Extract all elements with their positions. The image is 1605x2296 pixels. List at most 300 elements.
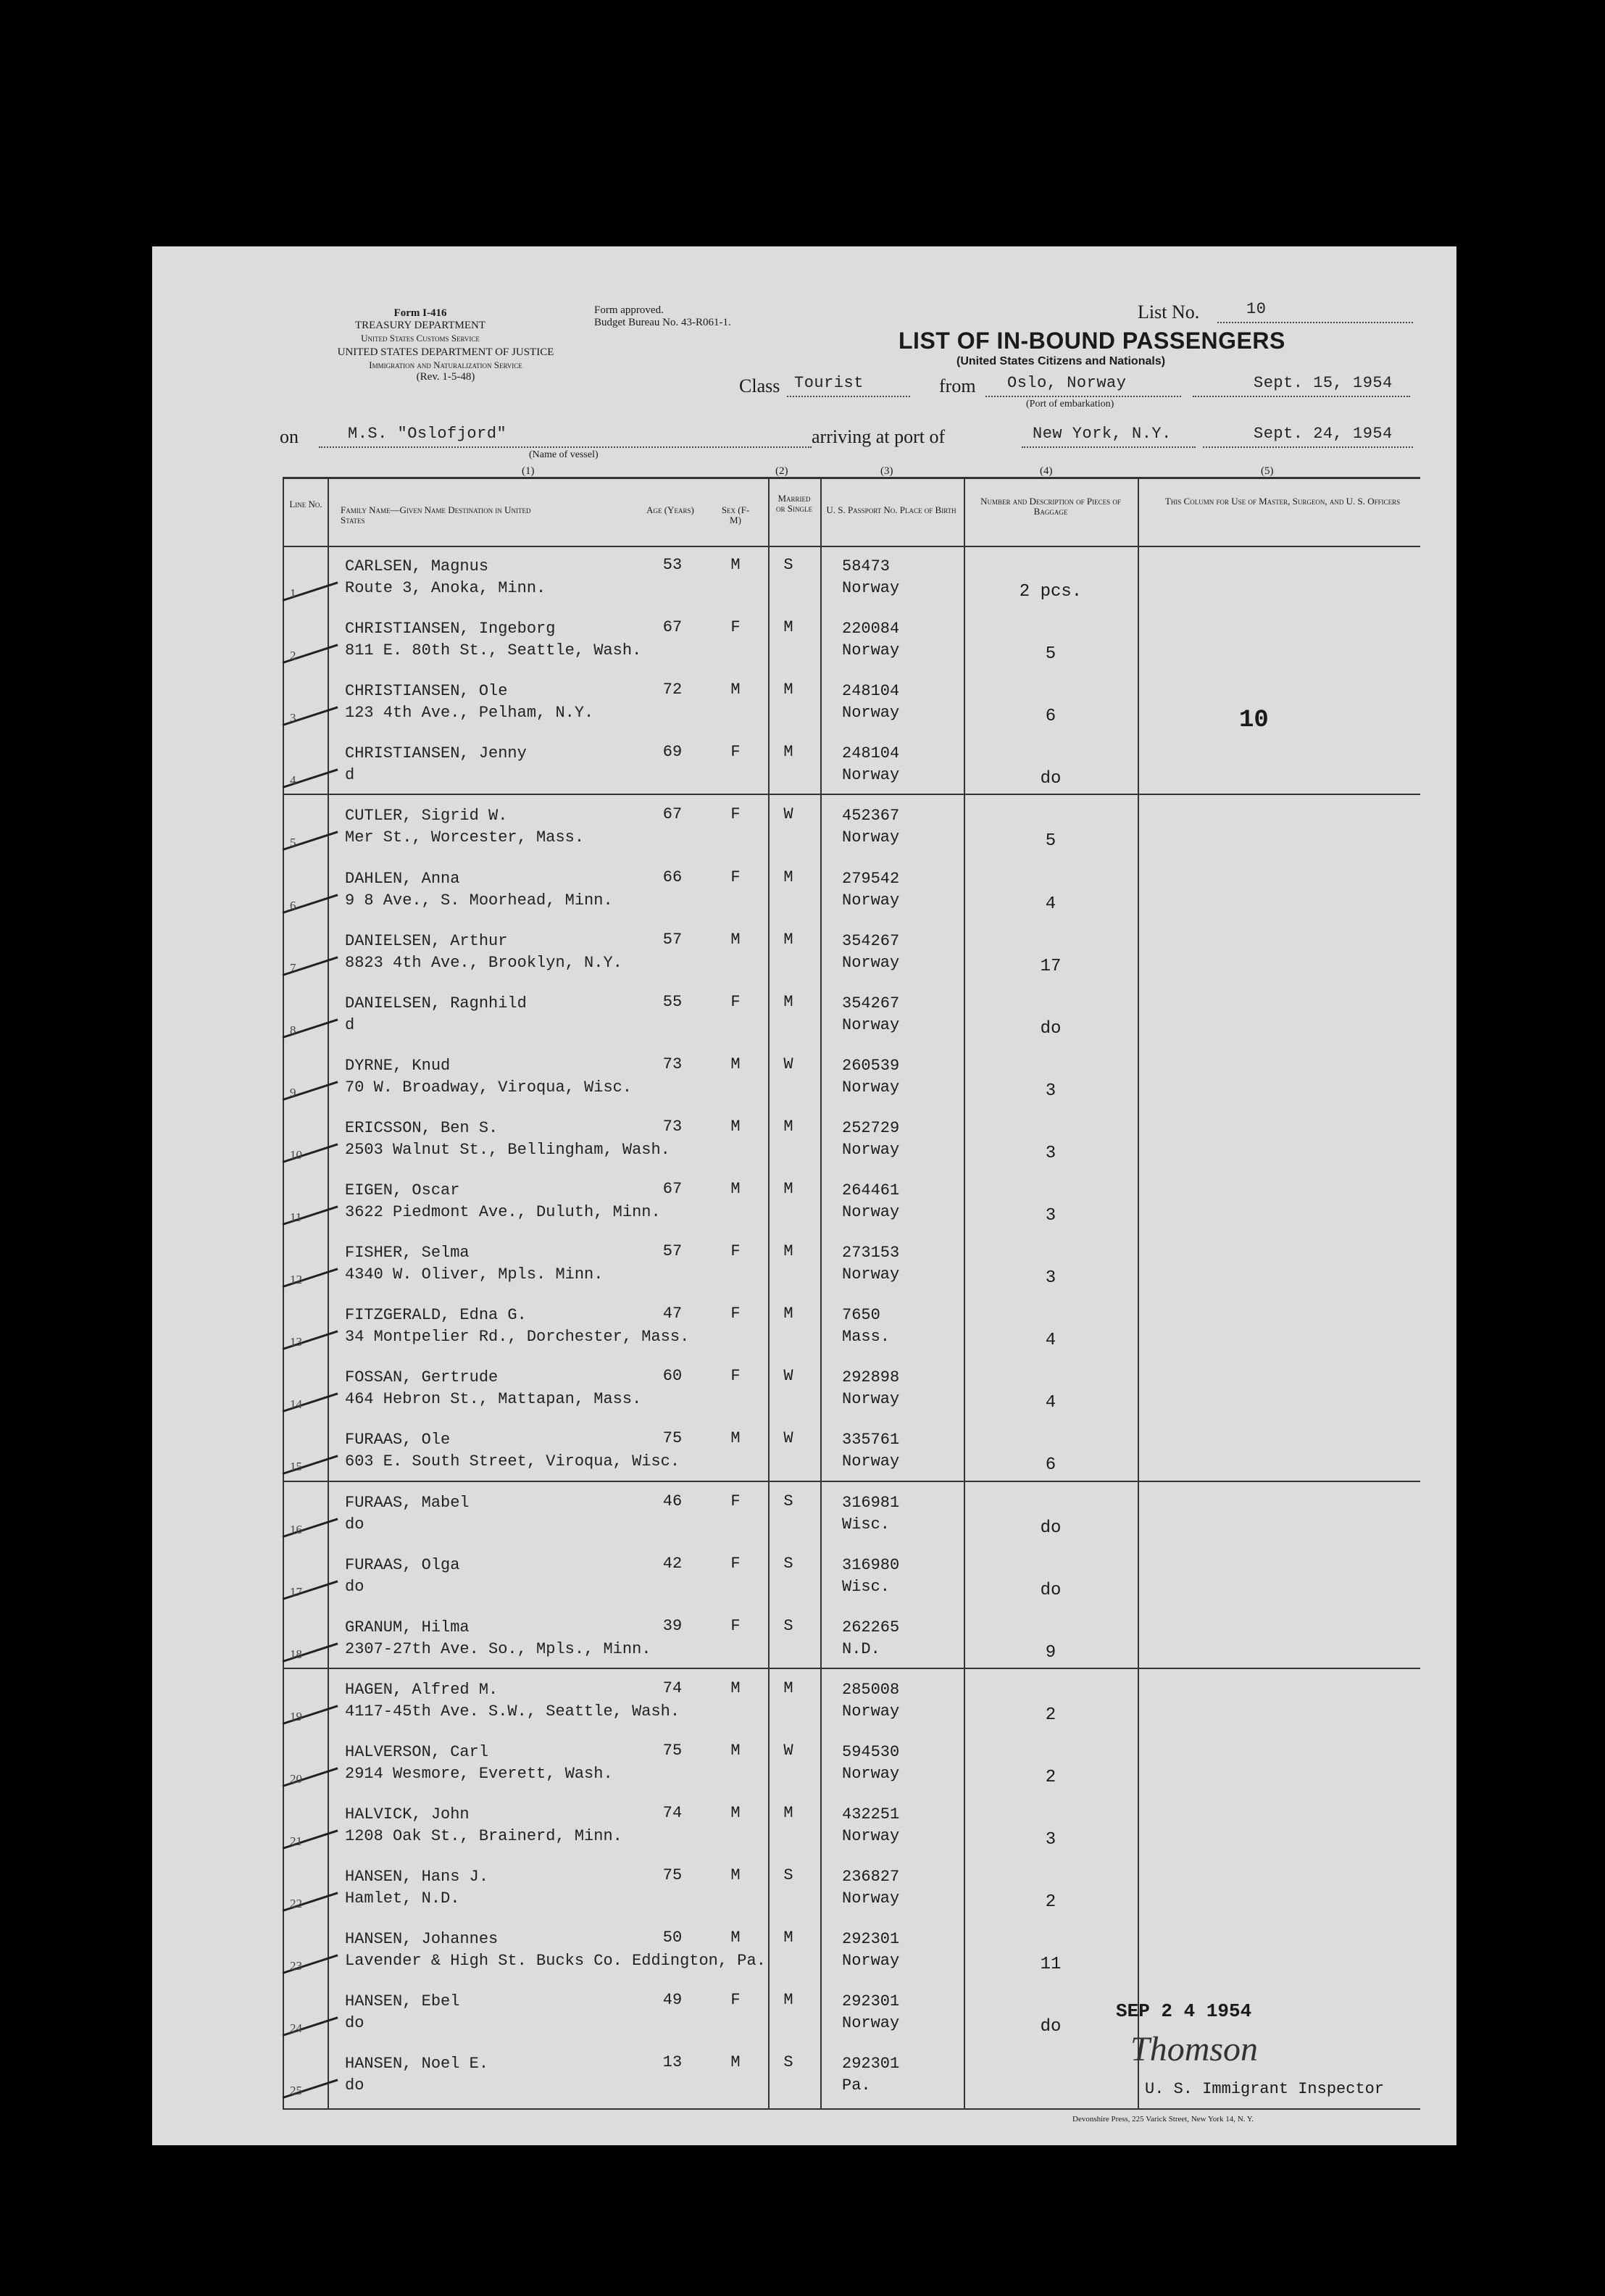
baggage-pieces: do — [1040, 769, 1062, 789]
passenger-marital: W — [783, 805, 793, 824]
table-row — [283, 798, 1420, 860]
baggage-pieces: do — [1040, 2017, 1062, 2037]
passenger-age: 60 — [662, 1367, 683, 1386]
passport-number: 248104 — [842, 744, 900, 763]
col-header-officers: This Column for Use of Master, Surgeon, and U. S. Officers — [1164, 496, 1401, 507]
col-header-married: Married or Single — [776, 493, 812, 514]
table-row — [283, 1235, 1420, 1297]
row-line-number: 15 — [290, 1460, 302, 1474]
justice-dept: UNITED STATES DEPARTMENT OF JUSTICE — [337, 346, 554, 358]
table-row — [283, 1297, 1420, 1360]
row-passport-birth — [820, 1492, 987, 1536]
passenger-marital: M — [783, 618, 793, 637]
depart-date-line — [1193, 396, 1410, 397]
row-passport-birth — [820, 1242, 987, 1286]
passenger-name: DANIELSEN, Arthur — [345, 931, 508, 950]
place-of-birth: Norway — [842, 1203, 900, 1221]
place-of-birth: Norway — [842, 953, 900, 972]
passenger-destination: 3622 Piedmont Ave., Duluth, Minn. — [345, 1203, 661, 1221]
passport-number: 316980 — [842, 1555, 900, 1574]
passenger-sex: F — [730, 618, 741, 637]
from-line — [985, 396, 1181, 397]
passenger-destination: 34 Montpelier Rd., Dorchester, Mass. — [345, 1328, 690, 1347]
place-of-birth: Norway — [842, 891, 900, 910]
row-line-number: 12 — [290, 1273, 302, 1287]
passenger-age: 39 — [662, 1616, 683, 1635]
table-row — [283, 611, 1420, 673]
passenger-marital: S — [783, 2053, 793, 2072]
place-of-birth: Norway — [842, 579, 900, 597]
port-embark-note: (Port of embarkation) — [1026, 399, 1114, 409]
passenger-destination: 9 8 Ave., S. Moorhead, Minn. — [345, 891, 613, 910]
table-row — [283, 1797, 1420, 1859]
row-passport-birth — [820, 618, 987, 662]
table-row — [283, 736, 1420, 798]
from-value: Oslo, Norway — [1007, 374, 1127, 392]
treasury-dept: TREASURY DEPARTMENT — [354, 320, 486, 331]
table-row — [283, 1859, 1420, 1921]
baggage-pieces: 3 — [1045, 1206, 1056, 1226]
passenger-age: 42 — [662, 1554, 683, 1573]
place-of-birth: Mass. — [842, 1328, 891, 1347]
colnum-3: (3) — [880, 465, 893, 477]
passenger-name: FURAAS, Ole — [345, 1431, 451, 1449]
passenger-destination: do — [345, 1577, 364, 1596]
table-row — [283, 1422, 1420, 1484]
passenger-sex: M — [730, 930, 741, 949]
passenger-name: DAHLEN, Anna — [345, 869, 460, 888]
passenger-name: FISHER, Selma — [345, 1244, 470, 1263]
passenger-name: FURAAS, Olga — [345, 1555, 460, 1574]
passenger-name: HANSEN, Noel E. — [345, 2055, 489, 2074]
passenger-destination: do — [345, 1515, 364, 1534]
passenger-marital: W — [783, 1429, 793, 1448]
inspector-title: U. S. Immigrant Inspector — [1145, 2080, 1385, 2098]
arriving-label: arriving at port of — [812, 426, 946, 447]
passenger-destination: 70 W. Broadway, Viroqua, Wisc. — [345, 1078, 633, 1097]
row-passport-birth — [820, 1367, 987, 1410]
depart-date: Sept. 15, 1954 — [1254, 374, 1393, 392]
row-line-number: 25 — [290, 2084, 302, 2098]
table-row — [283, 549, 1420, 611]
customs-service: United States Customs Service — [361, 333, 480, 344]
passport-number: 292898 — [842, 1368, 900, 1387]
baggage-pieces: 3 — [1045, 1143, 1056, 1163]
baggage-pieces: 3 — [1045, 1830, 1056, 1850]
passenger-marital: M — [783, 1242, 793, 1261]
passenger-name: DANIELSEN, Ragnhild — [345, 994, 527, 1012]
passenger-sex: M — [730, 1804, 741, 1822]
passport-number: 262265 — [842, 1618, 900, 1636]
passenger-name: FITZGERALD, Edna G. — [345, 1306, 527, 1325]
table-row — [283, 1360, 1420, 1422]
class-line — [787, 396, 910, 397]
passenger-marital: W — [783, 1055, 793, 1073]
place-of-birth: Norway — [842, 1952, 900, 1971]
row-line-number: 19 — [290, 1709, 302, 1723]
table-row — [283, 1485, 1420, 1547]
passenger-destination: Lavender & High St. Bucks Co. Eddington, Pa. — [345, 1952, 766, 1971]
passenger-marital: M — [783, 1991, 793, 2010]
passenger-sex: F — [730, 1242, 741, 1261]
table-row — [283, 1672, 1420, 1734]
passenger-age: 75 — [662, 1866, 683, 1885]
passenger-marital: S — [783, 1866, 793, 1885]
row-line-number: 7 — [290, 960, 296, 975]
place-of-birth: Norway — [842, 1390, 900, 1409]
colnum-2: (2) — [775, 465, 788, 477]
passport-number: 58473 — [842, 557, 891, 575]
row-line-number: 16 — [290, 1522, 302, 1536]
class-value: Tourist — [794, 374, 864, 392]
vessel-name: M.S. "Oslofjord" — [348, 425, 507, 443]
form-subtitle: (United States Citizens and Nationals) — [956, 355, 1166, 367]
place-of-birth: Norway — [842, 641, 900, 660]
passenger-marital: W — [783, 1741, 793, 1760]
col-header-name: Family Name—Given Name Destination in United States — [341, 504, 531, 525]
baggage-pieces: 9 — [1045, 1642, 1056, 1663]
passenger-destination: 2914 Wesmore, Everett, Wash. — [345, 1764, 613, 1783]
passenger-destination: 123 4th Ave., Pelham, N.Y. — [345, 704, 594, 723]
passenger-age: 72 — [662, 681, 683, 699]
row-passport-birth — [820, 805, 987, 849]
row-line-number: 4 — [290, 773, 296, 788]
passenger-marital: S — [783, 1616, 793, 1635]
passport-number: 354267 — [842, 994, 900, 1012]
passenger-name: HALVERSON, Carl — [345, 1742, 489, 1761]
passenger-name: HAGEN, Alfred M. — [345, 1680, 499, 1699]
arrival-date-line — [1203, 446, 1413, 448]
row-line-number: 17 — [290, 1584, 302, 1599]
colnum-4: (4) — [1040, 465, 1053, 477]
passenger-age: 75 — [662, 1429, 683, 1448]
place-of-birth: Norway — [842, 1889, 900, 1908]
place-of-birth: Norway — [842, 1827, 900, 1845]
baggage-pieces: do — [1040, 1580, 1062, 1600]
place-of-birth: Norway — [842, 1452, 900, 1471]
passenger-age: 67 — [662, 805, 683, 824]
passenger-marital: M — [783, 1180, 793, 1198]
from-label: from — [939, 375, 976, 396]
table-row — [283, 1110, 1420, 1173]
passenger-sex: M — [730, 2053, 741, 2072]
justice-header — [283, 346, 609, 383]
passenger-age: 57 — [662, 930, 683, 949]
passenger-name: FOSSAN, Gertrude — [345, 1368, 499, 1387]
baggage-pieces: do — [1040, 1018, 1062, 1039]
table-row — [283, 1610, 1420, 1672]
place-of-birth: Norway — [842, 1140, 900, 1159]
approval-header — [594, 304, 812, 329]
passenger-destination: Mer St., Worcester, Mass. — [345, 828, 585, 847]
row-passport-birth — [820, 1929, 987, 1972]
row-line-number: 21 — [290, 1834, 302, 1848]
list-no-line — [1217, 322, 1413, 323]
place-of-birth: Norway — [842, 1702, 900, 1721]
place-of-birth: Norway — [842, 766, 900, 785]
row-line-number: 6 — [290, 898, 296, 912]
passenger-sex: F — [730, 992, 741, 1011]
row-passport-birth — [820, 1305, 987, 1348]
passenger-marital: M — [783, 743, 793, 762]
passenger-name: HANSEN, Hans J. — [345, 1868, 489, 1887]
row-passport-birth — [820, 1180, 987, 1223]
passenger-name: CHRISTIANSEN, Jenny — [345, 744, 527, 763]
passport-number: 236827 — [842, 1868, 900, 1887]
passport-number: 316981 — [842, 1493, 900, 1512]
passenger-destination: Route 3, Anoka, Minn. — [345, 579, 546, 597]
passenger-age: 53 — [662, 556, 683, 574]
passenger-age: 57 — [662, 1242, 683, 1261]
row-line-number: 5 — [290, 836, 296, 850]
passenger-age: 67 — [662, 1180, 683, 1198]
row-passport-birth — [820, 2053, 987, 2097]
passenger-marital: M — [783, 1679, 793, 1697]
row-passport-birth — [820, 743, 987, 786]
row-passport-birth — [820, 1991, 987, 2034]
arrival-date: Sept. 24, 1954 — [1254, 425, 1393, 443]
passenger-age: 67 — [662, 618, 683, 637]
printer-credit: Devonshire Press, 225 Varick Street, New York 14, N. Y. — [1072, 2115, 1254, 2124]
table-row — [283, 986, 1420, 1048]
table-row — [283, 1734, 1420, 1797]
passenger-name: GRANUM, Hilma — [345, 1618, 470, 1636]
passenger-name: CUTLER, Sigrid W. — [345, 807, 508, 825]
place-of-birth: Wisc. — [842, 1577, 891, 1596]
passenger-marital: M — [783, 1804, 793, 1822]
baggage-pieces: 2 — [1045, 1892, 1056, 1913]
passenger-sex: F — [730, 1616, 741, 1635]
passenger-age: 13 — [662, 2053, 683, 2072]
passenger-sex: F — [730, 1991, 741, 2010]
passenger-destination: 464 Hebron St., Mattapan, Mass. — [345, 1390, 642, 1409]
passenger-destination: 4340 W. Oliver, Mpls. Minn. — [345, 1265, 604, 1284]
arrival-port-line — [1022, 446, 1196, 448]
inspector-signature: Thomson — [1130, 2030, 1259, 2068]
row-line-number: 8 — [290, 1023, 296, 1037]
passenger-sex: M — [730, 1929, 741, 1947]
header-rule — [283, 546, 1420, 547]
passenger-age: 75 — [662, 1741, 683, 1760]
place-of-birth: Wisc. — [842, 1515, 891, 1534]
passport-number: 279542 — [842, 869, 900, 888]
col-header-sex: Sex (F-M) — [721, 504, 750, 525]
passport-number: 292301 — [842, 2055, 900, 2074]
row-passport-birth — [820, 1555, 987, 1598]
baggage-pieces: 4 — [1045, 894, 1056, 914]
place-of-birth: Norway — [842, 1015, 900, 1034]
row-passport-birth — [820, 1866, 987, 1910]
office-mark: 10 — [1239, 707, 1269, 734]
passenger-marital: M — [783, 1305, 793, 1323]
row-passport-birth — [820, 868, 987, 912]
passenger-destination: d — [345, 766, 355, 785]
passenger-age: 46 — [662, 1492, 683, 1510]
vessel-note: (Name of vessel) — [529, 449, 599, 460]
row-passport-birth — [820, 1429, 987, 1473]
passenger-age: 49 — [662, 1991, 683, 2010]
passport-number: 260539 — [842, 1056, 900, 1075]
baggage-pieces: 11 — [1040, 1955, 1062, 1975]
passenger-name: HANSEN, Ebel — [345, 1992, 460, 2011]
passport-number: 432251 — [842, 1805, 900, 1823]
row-line-number: 3 — [290, 711, 296, 725]
passenger-marital: S — [783, 1554, 793, 1573]
table-row — [283, 861, 1420, 923]
on-label: on — [280, 426, 299, 447]
passenger-name: CHRISTIANSEN, Ole — [345, 682, 508, 701]
passport-number: 335761 — [842, 1431, 900, 1449]
passenger-destination: 811 E. 80th St., Seattle, Wash. — [345, 641, 642, 660]
form-approved: Form approved. — [594, 304, 664, 316]
col-header-passport: U. S. Passport No. Place of Birth — [826, 504, 956, 515]
row-line-number: 24 — [290, 2021, 302, 2036]
arrival-stamp-date: SEP 2 4 1954 — [1116, 2000, 1252, 2022]
passport-number: 292301 — [842, 1992, 900, 2011]
table-row — [283, 923, 1420, 986]
place-of-birth: Norway — [842, 1078, 900, 1097]
passenger-sex: M — [730, 1679, 741, 1697]
row-line-number: 23 — [290, 1959, 302, 1973]
row-line-number: 13 — [290, 1335, 302, 1349]
passenger-age: 69 — [662, 743, 683, 762]
passport-number: 252729 — [842, 1118, 900, 1137]
place-of-birth: Pa. — [842, 2076, 871, 2095]
treasury-header — [333, 307, 507, 344]
passenger-marital: M — [783, 681, 793, 699]
passenger-marital: M — [783, 1117, 793, 1136]
passenger-sex: M — [730, 681, 741, 699]
passenger-sex: M — [730, 1866, 741, 1885]
passport-number: 273153 — [842, 1244, 900, 1263]
passenger-age: 55 — [662, 992, 683, 1011]
passenger-list-form — [152, 246, 1456, 2145]
place-of-birth: N.D. — [842, 1639, 880, 1658]
baggage-pieces: 4 — [1045, 1331, 1056, 1351]
passenger-name: CHRISTIANSEN, Ingeborg — [345, 620, 556, 639]
passenger-destination: 1208 Oak St., Brainerd, Minn. — [345, 1827, 622, 1845]
passenger-age: 74 — [662, 1679, 683, 1697]
row-line-number: 2 — [290, 649, 296, 663]
baggage-pieces: 3 — [1045, 1081, 1056, 1101]
passenger-sex: M — [730, 556, 741, 574]
row-passport-birth — [820, 1118, 987, 1161]
row-passport-birth — [820, 931, 987, 974]
passport-number: 220084 — [842, 620, 900, 639]
baggage-pieces: 3 — [1045, 1268, 1056, 1289]
group-rule — [283, 794, 1420, 795]
ins-service: Immigration and Naturalization Service — [369, 359, 522, 370]
class-label: Class — [739, 375, 780, 396]
col-header-line: Line No. — [289, 499, 322, 509]
passenger-marital: S — [783, 556, 793, 574]
passenger-sex: M — [730, 1741, 741, 1760]
row-passport-birth — [820, 993, 987, 1036]
passport-number: 594530 — [842, 1742, 900, 1761]
vessel-line — [319, 446, 812, 448]
row-passport-birth — [820, 1679, 987, 1723]
passenger-marital: M — [783, 868, 793, 886]
arrival-port: New York, N.Y. — [1033, 425, 1172, 443]
passenger-name: DYRNE, Knud — [345, 1056, 451, 1075]
colnum-1: (1) — [522, 465, 535, 477]
passenger-destination: Hamlet, N.D. — [345, 1889, 460, 1908]
row-passport-birth — [820, 556, 987, 599]
passenger-age: 73 — [662, 1055, 683, 1073]
passenger-age: 47 — [662, 1305, 683, 1323]
passenger-marital: S — [783, 1492, 793, 1510]
row-line-number: 1 — [290, 586, 296, 600]
passport-number: 285008 — [842, 1680, 900, 1699]
col-header-age: Age (Years) — [646, 504, 694, 515]
passenger-age: 74 — [662, 1804, 683, 1822]
passenger-marital: M — [783, 1929, 793, 1947]
row-line-number: 18 — [290, 1647, 302, 1661]
row-passport-birth — [820, 1742, 987, 1785]
passport-number: 248104 — [842, 682, 900, 701]
passenger-sex: M — [730, 1055, 741, 1073]
passenger-destination: do — [345, 2076, 364, 2095]
row-passport-birth — [820, 681, 987, 724]
passenger-age: 66 — [662, 868, 683, 886]
col-header-baggage: Number and Description of Pieces of Baggage — [980, 496, 1121, 517]
row-passport-birth — [820, 1804, 987, 1847]
form-title: LIST OF IN-BOUND PASSENGERS — [899, 328, 1285, 354]
baggage-pieces: 17 — [1040, 956, 1062, 976]
baggage-pieces: 5 — [1045, 644, 1056, 665]
baggage-pieces: 6 — [1045, 707, 1056, 727]
passenger-name: HALVICK, John — [345, 1805, 470, 1823]
passenger-sex: F — [730, 868, 741, 886]
baggage-pieces: 4 — [1045, 1393, 1056, 1413]
group-rule — [283, 1481, 1420, 1482]
passport-number: 7650 — [842, 1306, 880, 1325]
passport-number: 264461 — [842, 1181, 900, 1199]
budget-bureau: Budget Bureau No. 43-R061-1. — [594, 317, 731, 328]
place-of-birth: Norway — [842, 828, 900, 847]
passenger-destination: d — [345, 1015, 355, 1034]
table-row — [283, 1921, 1420, 1984]
passenger-age: 73 — [662, 1117, 683, 1136]
place-of-birth: Norway — [842, 2014, 900, 2033]
table-row — [283, 1173, 1420, 1235]
passenger-destination: 603 E. South Street, Viroqua, Wisc. — [345, 1452, 680, 1471]
row-line-number: 22 — [290, 1897, 302, 1911]
row-passport-birth — [820, 1055, 987, 1099]
passenger-destination: 8823 4th Ave., Brooklyn, N.Y. — [345, 953, 622, 972]
row-line-number: 9 — [290, 1085, 296, 1099]
table-row — [283, 1547, 1420, 1610]
baggage-pieces: 5 — [1045, 831, 1056, 852]
passenger-marital: W — [783, 1367, 793, 1386]
passenger-sex: F — [730, 805, 741, 824]
baggage-pieces: 2 — [1045, 1705, 1056, 1725]
passport-number: 452367 — [842, 807, 900, 825]
row-line-number: 10 — [290, 1147, 302, 1162]
passenger-sex: M — [730, 1429, 741, 1448]
passenger-sex: F — [730, 1554, 741, 1573]
passport-number: 292301 — [842, 1930, 900, 1949]
passenger-name: ERICSSON, Ben S. — [345, 1118, 499, 1137]
row-passport-birth — [820, 1617, 987, 1660]
baggage-pieces: 2 pcs. — [1019, 582, 1083, 602]
passenger-destination: 2503 Walnut St., Bellingham, Wash. — [345, 1140, 670, 1159]
passport-number: 354267 — [842, 931, 900, 950]
baggage-pieces: 2 — [1045, 1767, 1056, 1787]
passenger-destination: do — [345, 2014, 364, 2033]
passenger-sex: M — [730, 1117, 741, 1136]
passenger-sex: F — [730, 1367, 741, 1386]
